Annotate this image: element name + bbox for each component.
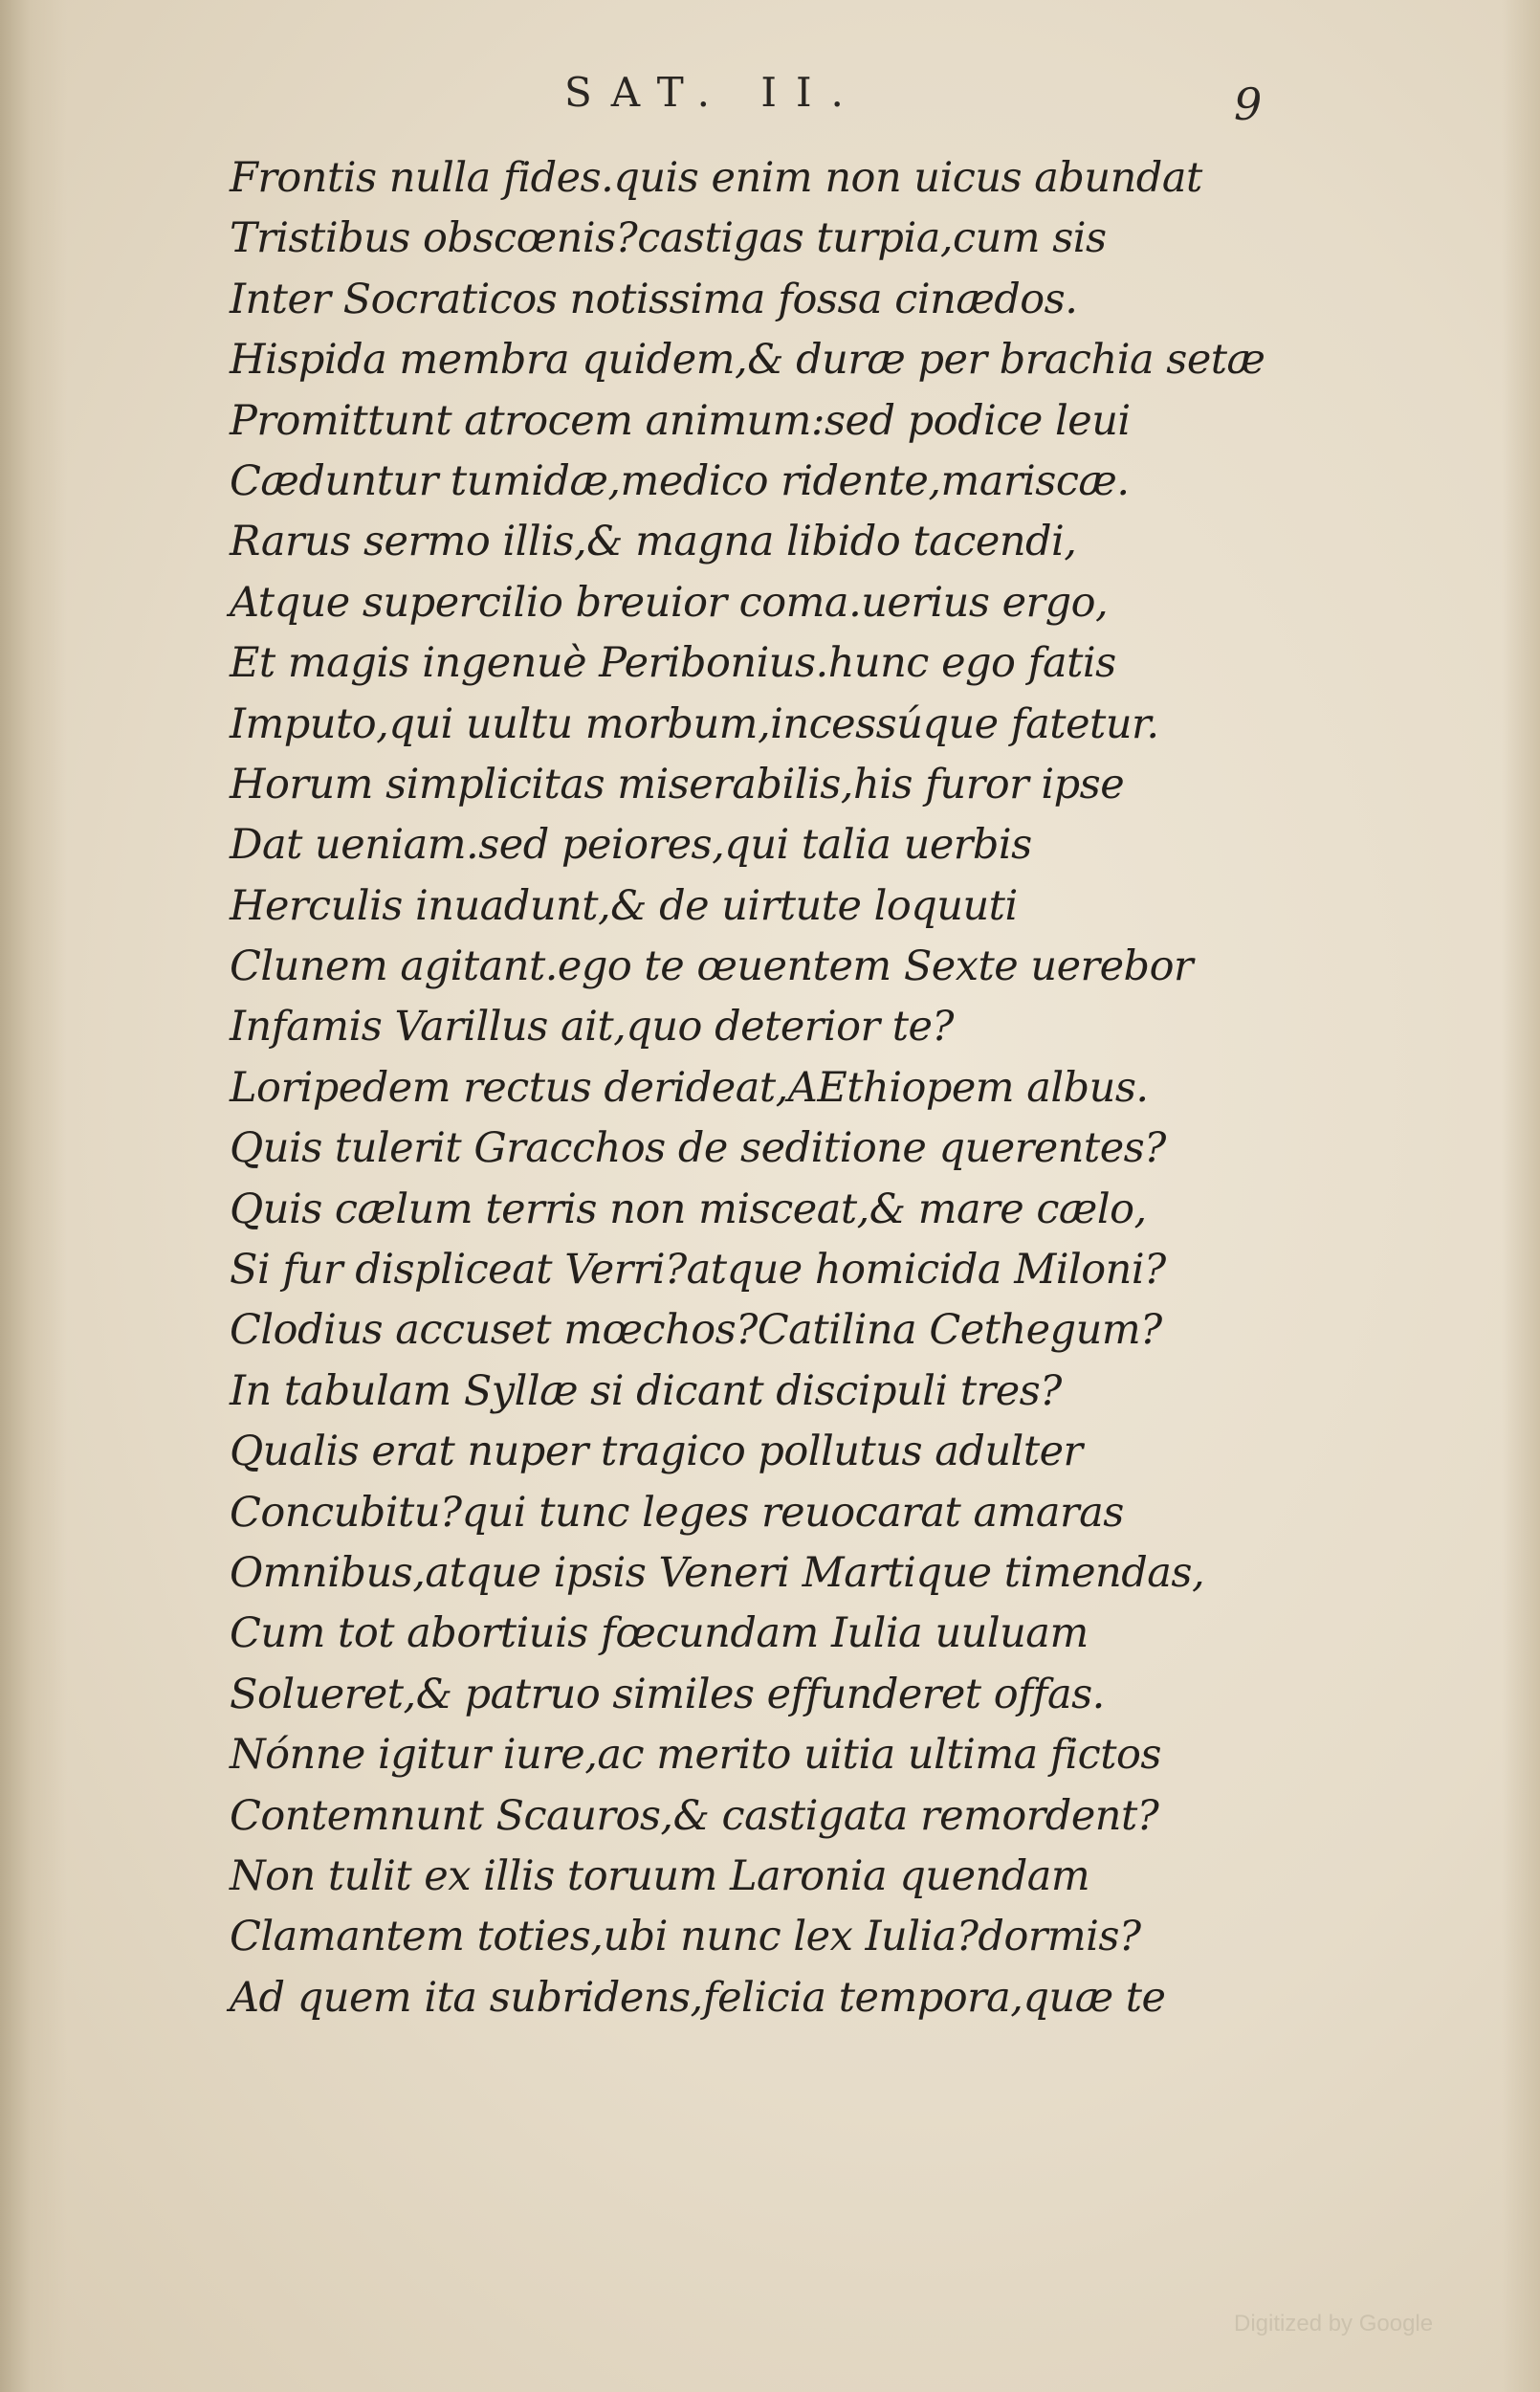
- verse-line: Omnibus,atque ipsis Veneri Martique timendas,: [230, 1548, 1205, 1597]
- verse-line: Loripedem rectus derideat,AEthiopem albus.: [230, 1063, 1149, 1112]
- verse-line: Si fur displiceat Verri?atque homicida Miloni?: [230, 1246, 1166, 1295]
- page-number: 9: [1234, 78, 1263, 130]
- verse-text-block: [230, 148, 1272, 2028]
- verse-line: Atque supercilio breuior coma.uerius ergo,: [230, 578, 1109, 627]
- verse-line: Et magis ingenuè Peribonius.hunc ego fatis: [230, 639, 1116, 688]
- verse-line: Rarus sermo illis,& magna libido tacendi,: [230, 518, 1077, 566]
- verse-line: Quis tulerit Gracchos de seditione querentes?: [230, 1124, 1166, 1173]
- verse-line: Nónne igitur iure,ac merito uitia ultima fictos: [230, 1731, 1161, 1780]
- verse-line: Ad quem ita subridens,felicia tempora,quæ te: [230, 1973, 1166, 2022]
- page-gutter-shadow: [0, 0, 67, 2392]
- verse-line: Hispida membra quidem,& duræ per brachia setæ: [230, 336, 1265, 385]
- verse-line: Frontis nulla fides.quis enim non uicus abundat: [230, 154, 1202, 202]
- verse-line: Contemnunt Scauros,& castigata remordent?: [230, 1791, 1159, 1840]
- verse-line: Quis cælum terris non misceat,& mare cælo,: [230, 1185, 1147, 1233]
- verse-line: Cæduntur tumidæ,medico ridente,mariscæ.: [230, 456, 1130, 505]
- verse-line: Clunem agitant.ego te œuentem Sexte uerebor: [230, 942, 1194, 991]
- verse-line: Promittunt atrocem animum:sed podice leui: [230, 396, 1131, 445]
- verse-line: Qualis erat nuper tragico pollutus adulter: [230, 1428, 1083, 1476]
- page-edge-shadow: [1502, 0, 1540, 2392]
- running-head: [0, 69, 1540, 130]
- verse-line: Solueret,& patruo similes effunderet offas.: [230, 1670, 1105, 1718]
- verse-line: Horum simplicitas miserabilis,his furor ipse: [230, 760, 1125, 808]
- digitization-watermark: Digitized by Google: [1234, 2311, 1434, 2337]
- verse-line: Non tulit ex illis toruum Laronia quendam: [230, 1851, 1090, 1900]
- verse-line: Inter Socraticos notissima fossa cinædos.: [230, 275, 1078, 323]
- section-title: SAT. II.: [564, 69, 863, 116]
- verse-line: Herculis inuadunt,& de uirtute loquuti: [230, 881, 1018, 930]
- verse-line: Concubitu?qui tunc leges reuocarat amaras: [230, 1488, 1124, 1537]
- verse-line: Clamantem toties,ubi nunc lex Iulia?dormis?: [230, 1913, 1141, 1961]
- verse-line: Dat ueniam.sed peiores,qui talia uerbis: [230, 821, 1032, 870]
- verse-line: Clodius accuset mœchos?Catilina Cethegum?: [230, 1306, 1162, 1355]
- verse-line: In tabulam Syllæ si dicant discipuli tres?: [230, 1366, 1062, 1415]
- verse-line: Cum tot abortiuis fœcundam Iulia uuluam: [230, 1609, 1089, 1658]
- verse-line: Imputo,qui uultu morbum,incessúque fatetur.: [230, 699, 1159, 748]
- verse-line: Tristibus obscœnis?castigas turpia,cum sis: [230, 214, 1107, 263]
- verse-line: Infamis Varillus ait,quo deterior te?: [230, 1003, 954, 1052]
